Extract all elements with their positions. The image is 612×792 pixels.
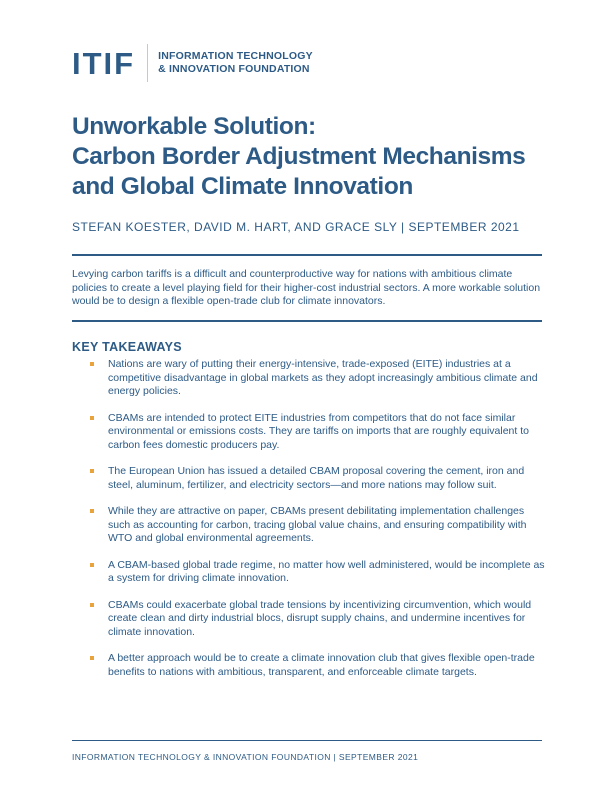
page-footer: INFORMATION TECHNOLOGY & INNOVATION FOUNDATION | SEPTEMBER 2021	[72, 752, 419, 762]
divider-bottom	[72, 320, 542, 322]
key-takeaway-text: Nations are wary of putting their energy-intensive, trade-exposed (EITE) industries at a competitive disadvantage in global markets as they adopt increasingly ambitious climate and energy policies.	[108, 358, 538, 397]
title-line-1: Unworkable Solution:	[72, 113, 316, 140]
key-takeaways-list	[86, 358, 546, 692]
logo-line-1: INFORMATION TECHNOLOGY	[158, 50, 313, 62]
key-takeaway-text: A CBAM-based global trade regime, no matter how well administered, would be incomplete as a system for driving climate innovation.	[108, 558, 545, 584]
key-takeaway-text: The European Union has issued a detailed CBAM proposal covering the cement, iron and steel, aluminum, fertilizer, and electricity sectors—and more nations may follow suit.	[108, 465, 525, 491]
logo-line-2: & INNOVATION FOUNDATION	[158, 63, 310, 75]
bullet-icon	[90, 416, 94, 420]
key-takeaway-item	[86, 559, 546, 586]
divider-top	[72, 254, 542, 256]
key-takeaway-text: CBAMs could exacerbate global trade tensions by incentivizing circumvention, which would create clean and dirty industrial blocs, disrupt supply chains, and undermine incentives for climate innovation.	[108, 598, 532, 638]
footer-divider	[72, 740, 542, 741]
key-takeaway-item	[86, 358, 546, 399]
title-line-2: Carbon Border Adjustment Mechanisms	[72, 143, 526, 170]
key-takeaways-heading: KEY TAKEAWAYS	[72, 340, 182, 354]
logo-mark: ITIF	[72, 45, 136, 81]
title-line-3: and Global Climate Innovation	[72, 173, 413, 200]
itif-logo	[72, 40, 313, 86]
bullet-icon	[90, 563, 94, 567]
bullet-icon	[90, 656, 94, 660]
key-takeaway-text: While they are attractive on paper, CBAMs present debilitating implementation challenges such as accounting for carbon, tracing global value chains, and ensuring compatibility with WTO and global environmental agreements.	[108, 505, 527, 544]
bullet-icon	[90, 603, 94, 607]
key-takeaway-item	[86, 599, 546, 640]
key-takeaway-item	[86, 465, 546, 492]
abstract: Levying carbon tariffs is a difficult and counterproductive way for nations with ambitious climate policies to create a level playing field for their higher-cost industrial sectors. A more workable solution would be to design a flexible open-trade club for climate innovators.	[72, 268, 541, 307]
key-takeaway-item	[86, 412, 546, 453]
bullet-icon	[90, 362, 94, 366]
logo-divider	[147, 44, 148, 82]
logo-text	[158, 50, 313, 76]
byline: STEFAN KOESTER, DAVID M. HART, AND GRACE SLY | SEPTEMBER 2021	[72, 220, 520, 234]
key-takeaway-text: A better approach would be to create a climate innovation club that gives flexible open-trade benefits to nations with ambitious, transparent, and enforceable climate targets.	[108, 652, 535, 678]
key-takeaway-text: CBAMs are intended to protect EITE industries from competitors that do not face similar environmental or emissions costs. They are tariffs on imports that are roughly equivalent to carbon fees domestic producers pay.	[108, 411, 529, 451]
key-takeaway-item	[86, 652, 546, 679]
report-title	[72, 112, 552, 202]
bullet-icon	[90, 469, 94, 473]
bullet-icon	[90, 509, 94, 513]
key-takeaway-item	[86, 505, 546, 546]
